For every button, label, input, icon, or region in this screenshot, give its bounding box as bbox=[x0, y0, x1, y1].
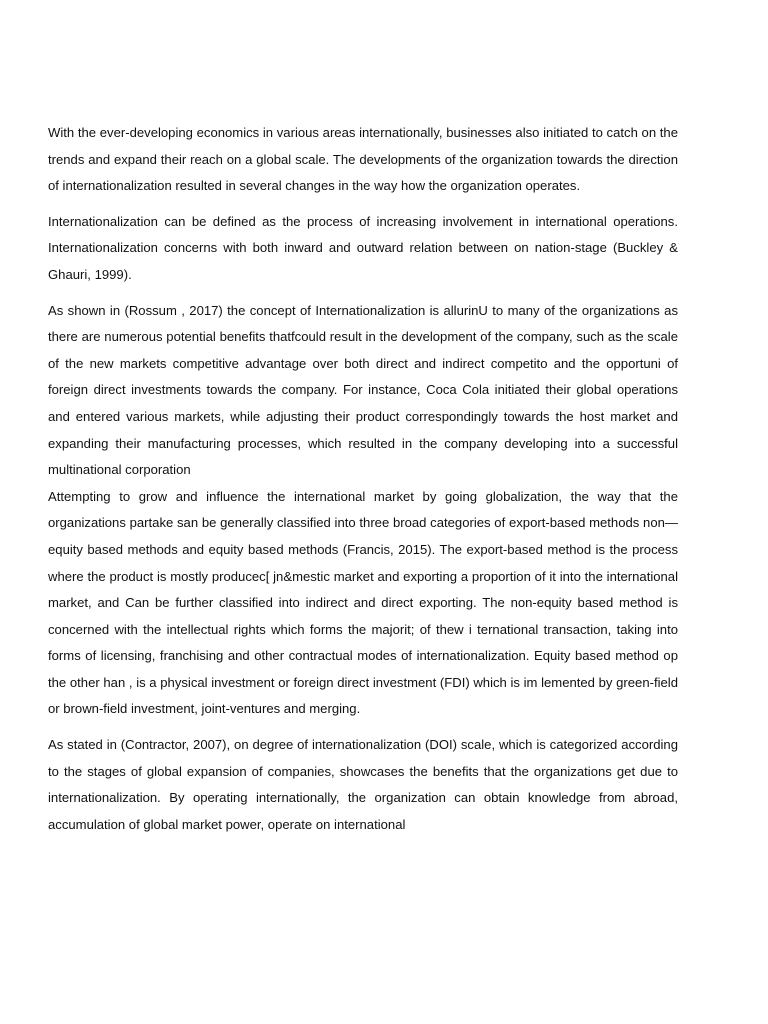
paragraph-intro: With the ever-developing economics in various areas internationally, businesses also initiated to catch on the trends and expand their reach on a global scale. The developments of the organization towards the direction of internationalization resulted in several changes in the way how the organization operates. bbox=[48, 125, 678, 194]
paragraph-methods: Attempting to grow and influence the international market by going globalization, the way that the organizations partake san be generally classified into three broad categories of export-based methods non—equity based methods and equity based methods (Francis, 2015). The export-based method is the process where the product is mostly producec[ jn&mestic market and exporting a proportion of it into the international market, and Can be further classified into indirect and direct exporting. The non-equity based method is concerned with the intellectual rights which forms the majorit; of thew i ternational transaction, taking into forms of licensing, franchising and other contractual modes of internationalization. Equity based method op the other han , is a physical investment or foreign direct investment (FDI) which is im lemented by green-field or brown-field investment, joint-ventures and merging. bbox=[48, 488, 678, 717]
paragraph-benefits: As shown in (Rossum , 2017) the concept of Internationalization is allurinU to many of the organizations as there are numerous potential benefits thatfcould result in the development of the company, such as the scale of the new markets competitive advantage over both direct and indirect competito and the opportuni of foreign direct investments towards the company. For instance, Coca Cola initiated their global operations and entered various markets, while adjusting their product correspondingly towards the host market and expanding their manufacturing processes, which resulted in the company developing into a successful multinational corporation bbox=[48, 302, 678, 478]
paragraph-definition: Internationalization can be defined as the process of increasing involvement in international operations. Internationalization concerns with both inward and outward relation between on nation-stage (Buckley & Ghauri, 1999). bbox=[48, 213, 678, 282]
paragraph-doi-scale: As stated in (Contractor, 2007), on degree of internationalization (DOI) scale, which is categorized according to the stages of global expansion of companies, showcases the benefits that the organizations get due to internationalization. By operating internationally, the organization can obtain knowledge from abroad, accumulation of global market power, operate on international bbox=[48, 737, 678, 832]
document-page bbox=[48, 120, 678, 838]
